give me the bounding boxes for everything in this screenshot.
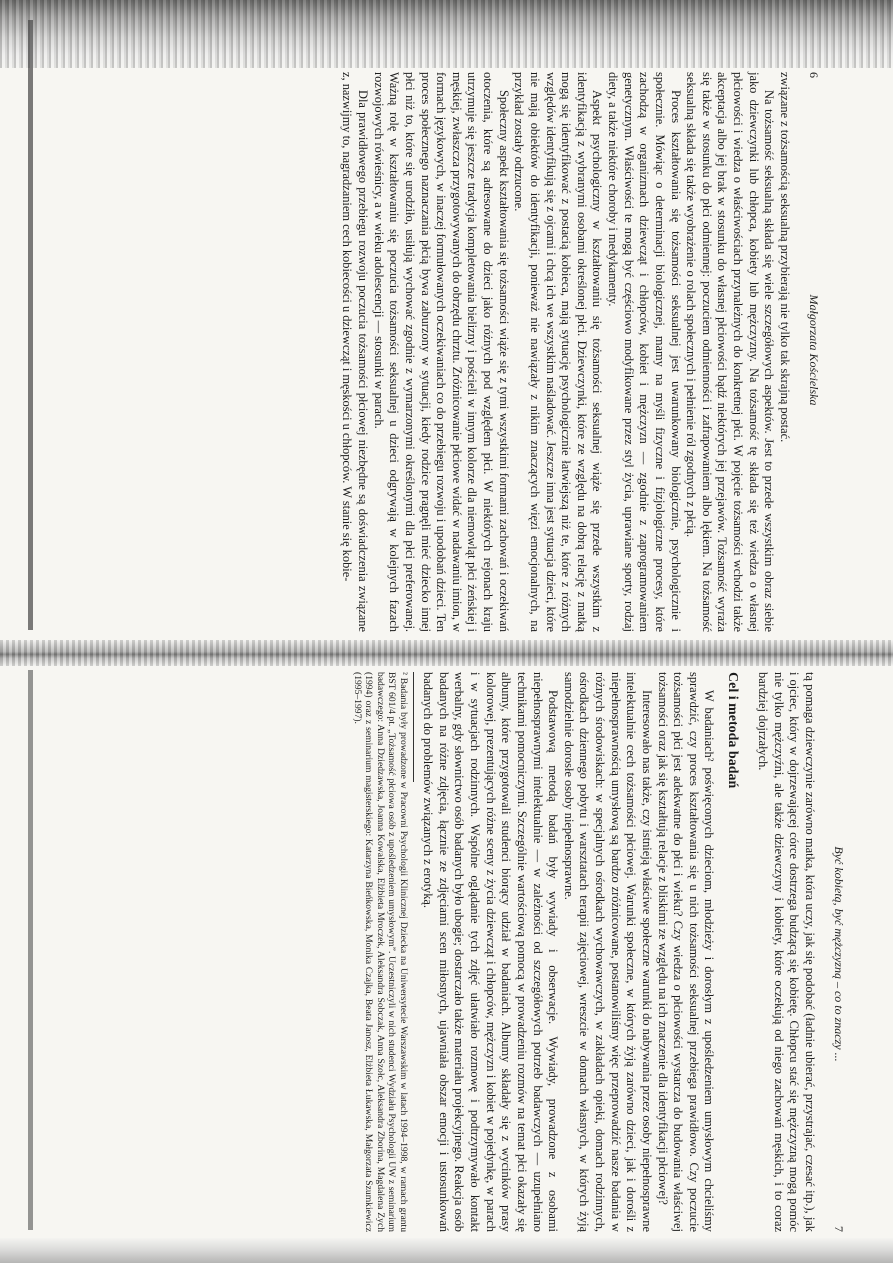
scan-shadow-bottom [0,1238,893,1263]
paragraph: związane z tożsamością seksualną przybierają nie tylko tak skrajną postać. [778,72,792,443]
page-6-body [339,72,792,632]
page-7-running-head [831,672,846,1232]
page-7 [56,672,846,1232]
page-6-region [56,72,821,632]
page-edge-line-bottom [28,670,33,1230]
page-number: 7 [832,1225,846,1232]
paragraph: Interesowało nas także, czy istnieją właściwe społeczne warunki do nabywania przez osoby niepełnosprawne intelektualnie cech tożsamości płciowej. Warunki społeczne, w których żyją zarówno dzieci, jak i dorośli z niepełnosprawnością umysłową są bardzo zróżnicowane, postanowiliśmy więc przeprowadzić nasze badania w różnych środowiskach: w specjalnych ośrodkach wychowawczych, w zakładach opieki, domach rodzinnych, ośrodkach dziennego pobytu i warsztatach terapii zajęciowej, wreszcie w domach własnych, w których żyją samodzielnie dorosłe osoby niepełnosprawne. [561,672,654,1232]
page-edge-line-top [28,20,33,630]
scan-gutter-shadow [0,640,893,666]
paragraph: Aspekt psychologiczny w kształtowaniu się tożsamości seksualnej wiąże się przede wszystkim z identyfikacją z wybranymi osobami określonej płci. Dziewczynki, które ze względu na dobrą relację z matką mogą się identyfikować z postacią kobieca, mają sytuację psychologicznie łatwiejszą niż te, które z różnych względów identyfikują się z ojcami i chcą ich we wszystkim naśladować. Jeszcze inna jest sytuacja dzieci, które nie mają obiektów do identyfikacji, ponieważ nie nawiązały z nikim znaczących więzi emocjonalnych, na przykład zostały odrzucone. [512,72,605,632]
paragraph: Na tożsamość seksualną składa się wiele szczegółowych aspektów. Jest to przede wszystkim obraz siebie jako dziewczynki lub chłopca, kobiety lub mężczyzny. Na tożsamość tę składa się też wiedza o własnej płciowości i wiedza o właściwościach przynależnych do konkretnej płci. W pojęcie tożsamości wchodzi także akceptacja albo jej brak w stosunku do własnej płciowości bądź niektórych jej przejawów. Tożsamość wyraża się także w stosunku do płci odmiennej: poczuciem odmienności i zafrapowaniem albo lękiem. Na tożsamość seksualną składa się także wyobrażenie o rolach społecznych i pełnienie ról zgodnych z płcią. [684,72,777,632]
page-7-intro [755,672,818,1232]
running-head-author: Małgorzata Kościelska [807,294,821,406]
page-6 [56,72,821,632]
running-head-title: Być kobietą, być mężczyzną – co to znaczy ... [832,846,846,1062]
paragraph: Podstawową metodą badań były wywiady i obserwacje. Wywiady, prowadzone z osobami niepełnosprawnymi intelektualnie — w zależności od szczegółowych potrzeb badawczych — uzupełniano technikami pomocniczymi. Szczególnie wartościową pomocą w prowadzeniu rozmów na temat płci okazały się albumy, które przygotowali studenci biorący udział w badaniach. Albumy składały się z wycinków prasy kolorowej, prezentujących różne sceny z życia dziewcząt i chłopców, mężczyzn i kobiet w pojedynkę, w parach i w sytuacjach rodzinnych. Wspólne oglądanie tych zdjęć ułatwiało rozmowę i podtrzymywało kontakt werbalny, gdy słownictwo osób badanych było ubogie; dostarczało także materiału projekcyjnego. Reakcja osób badanych na różne zdjęcia, łącznie ze zdjęciami scen miłosnych, ujawniała obszar emocji i ustosunkowań badanych do problemów związanych z erotyką. [421,672,561,1232]
page-7-body [420,672,717,1232]
page-number: 6 [807,72,821,78]
footnote-rule [413,672,414,782]
page-7-region [56,672,846,1232]
paragraph: Dla prawidłowego przebiegu rozwoju poczucia tożsamości płciowej niezbędne są doświadczenia związane z, nazwijmy to, nagradzaniem cech kobiecości u dziewcząt i męskości u chłopców. W stanie się kobie- [340,72,371,632]
scan-shadow-top [0,0,893,68]
paragraph: tą pomaga dziewczynie zarówno matka, która uczy, jak się podobać (ładnie ubierać, przystrajać, czesać itp.), jak i ojciec, który w dojrzewającej córce dostrzega budzącą się kobietę. Chłopcu stać się mężczyzną mogą pomóc nie tylko mężczyźni, ale także dziewczyny i kobiety, które oczekują od niego zachowań męskich, i to coraz bardziej dojrzałych. [756,672,817,1232]
page-6-running-head [806,72,821,632]
section-heading: Cel i metoda badań [725,672,741,789]
paragraph: Społeczny aspekt kształtowania się tożsamości wiąże się z tymi wszystkimi formami zachowań i oczekiwań otoczenia, które są adresowane do dzieci jako różnych pod względem płci. W niektórych rejonach kraju utrzymuje się jeszcze tradycja kompletowania bielizny i pościeli w innym kolorze dla niemowląt płci żeńskiej i męskiej, zwłaszcza przygotowywanych do obrzędu chrztu. Zróżnicowanie płciowe widać w nadawaniu imion, w formach językowych, w inaczej formułowanych oczekiwaniach co do przebiegu rozwoju i upodobań dzieci. Ten proces społecznego naznaczania płcią bywa zaburzony w sytuacji, kiedy rodzice pragnęli mieć dziecko innej płci niż to, które się urodziło, usiłują wychować zgodnie z wymarzonymi określonymi dla płci preferowanej. Ważną rolę w kształtowaniu się poczucia tożsamości seksualnej u dzieci odgrywają w kolejnych fazach rozwojowych rówieśnicy, a w wieku adolescencji — stosunki w parach. [371,72,511,632]
paragraph: Proces kształtowania się tożsamości seksualnej jest uwarunkowany biologicznie, psychologicznie i społecznie. Mówiąc o determinacji biologicznej, mamy na myśli fizyczne i fizjologiczne procesy, które zachodzą w organizmach dziewcząt i chłopców, kobiet i mężczyzn — zgodnie z zaprogramowaniem genetycznym. Właściwości te mogą być częściowo modyfikowane przez styl życia, uprawiane sporty, rodzaj diety, a także niektóre choroby i medykamenty. [606,72,683,632]
paragraph: W badaniach² poświęconych dzieciom, młodzieży i dorosłym z upośledzeniem umysłowym chcieliśmy sprawdzić, czy proces kształtowania się u nich tożsamości seksualnej przebiega prawidłowo. Czy poczucie tożsamości płci jest adekwatne do płci i wieku? Czy wiedza o płciowości wystarcza do budowania właściwej tożsamości oraz jak się kształtują relacje z bliskimi ze względu na ich znaczenie dla identyfikacji płciowej? [655,672,717,1232]
footnote: ² Badania były prowadzone w Pracowni Psychologii Klinicznej Dziecka na Uniwersytecie Warszawskim w latach 1994–1998, w ramach grantu BST 601/4 pt. „Tożsamość płciowa osób z upośledzeniem umysłowym”. Uczestniczyli w nich studenci Wydziału Psychologii UW z seminarium badawczego: Anna Dziedzawska, Joanna Kowalska, Elżbieta Mroczek, Aleksandra Sobczak, Anna Szołc, Aleksandra Zborina, Magdalena Zych (1994) oraz z seminarium magisterskiego: Katarzyna Bieńkowska, Monika Czajka, Beata Janosz, Elżbieta Łukawska, Małgorzata Szumkiewicz (1995–1997). [351,672,409,1232]
